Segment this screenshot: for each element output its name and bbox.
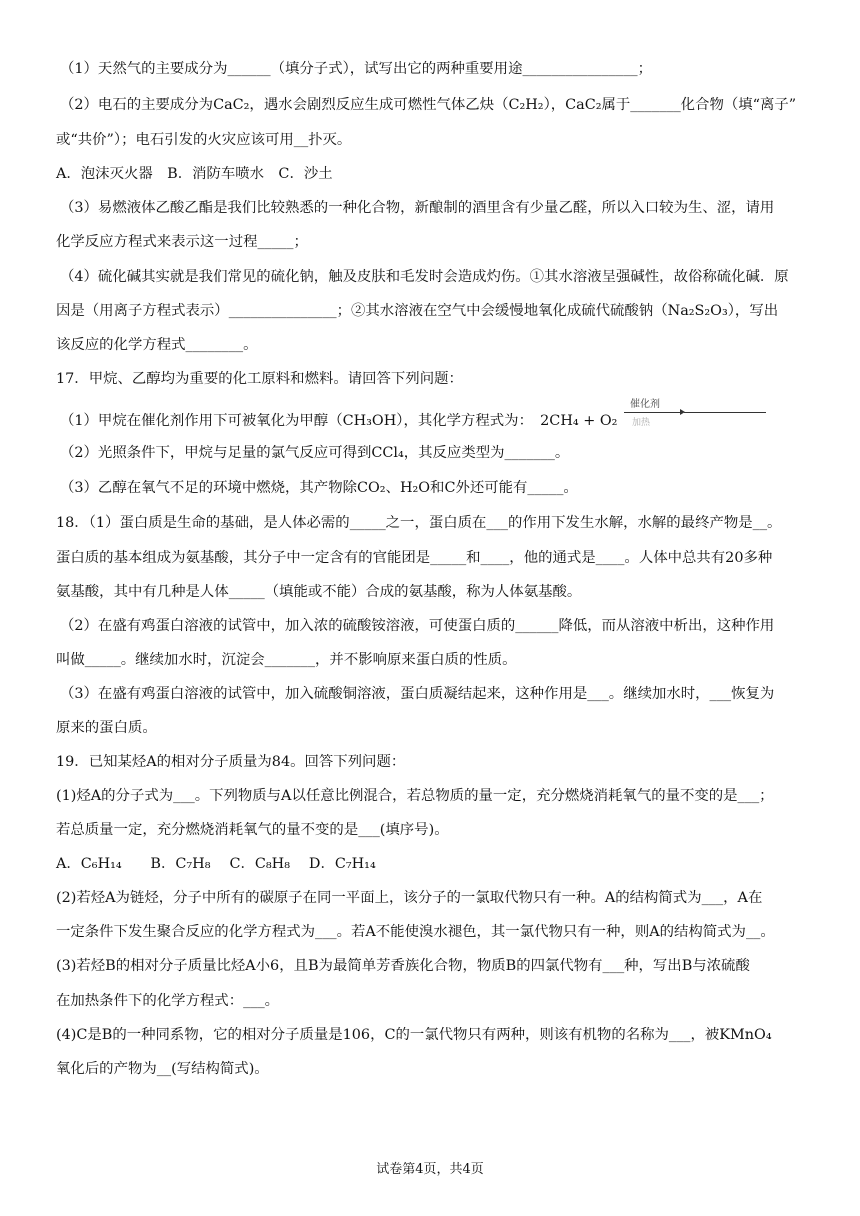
text-line: 若总质量一定，充分燃烧消耗氧气的量不变的是___(填序号)。 (56, 822, 449, 838)
text-line: 氧化后的产物为__(写结构简式)。 (56, 1061, 269, 1077)
text-line: 一定条件下发生聚合反应的化学方程式为___。若A不能使溴水褪色，其一氯代物只有一种，则A的结构简式为__。 (56, 924, 775, 940)
page-footer: 试卷第4页，共4页 (376, 1162, 484, 1177)
text-line: 蛋白质的基本组成为氨基酸，其分子中一定含有的官能团是_____和____，他的通式是____。人体中总共有20多种 (56, 550, 773, 566)
text-line: (3)若烃B的相对分子质量比烃A小6，且B为最简单芳香族化合物，物质B的四氯代物有___种，写出B与浓硫酸 (56, 958, 750, 974)
condition-label: 加热 (632, 418, 651, 428)
text-line: （4）硫化碱其实就是我们常见的硫化钠，触及皮肤和毛发时会造成灼伤。①其水溶液呈强碱性，故俗称硫化碱．原 (60, 269, 789, 285)
reaction-arrow (624, 399, 724, 428)
question-18-stem: 18．（1）蛋白质是生命的基础，是人体必需的_____之一，蛋白质在___的作用下发生水解，水解的最终产物是__。 (56, 515, 782, 531)
text-line: 或“共价”）；电石引发的火灾应该可用__扑灭。 (56, 132, 352, 148)
text-line: 因是（用离子方程式表示）_______________；②其水溶液在空气中会缓慢地氧化成硫代硫酸钠（Na₂S₂O₃），写出 (56, 303, 779, 319)
text-line: 叫做_____。继续加水时，沉淀会_______，并不影响原来蛋白质的性质。 (56, 652, 517, 668)
text-line: (4)C是B的一种同系物，它的相对分子质量是106，C的一氯代物只有两种，则该有机物的名称为___，被KMnO₄ (56, 1027, 772, 1043)
text-line: 化学反应方程式来表示这一过程_____； (56, 234, 308, 250)
text-line: （3）易燃液体乙酸乙酯是我们比较熟悉的一种化合物，新酿制的酒里含有少量乙醛，所以入口较为生、涩，请用 (60, 200, 775, 216)
answer-blank (684, 412, 766, 413)
text-line: （1）天然气的主要成分为______（填分子式），试写出它的两种重要用途________________； (60, 61, 652, 77)
text-line: （2）电石的主要成分为CaC₂，遇水会剧烈反应生成可燃性气体乙炔（C₂H₂），CaC₂属于_______化合物（填“离子” (60, 97, 797, 113)
text-line: (1)烃A的分子式为___。下列物质与A以任意比例混合，若总物质的量一定，充分燃烧消耗氧气的量不变的是___； (56, 788, 774, 804)
equation-line (60, 399, 724, 431)
text-line: 原来的蛋白质。 (56, 720, 157, 736)
text-line: 在加热条件下的化学方程式：___。 (56, 993, 280, 1009)
text-line: （3）在盛有鸡蛋白溶液的试管中，加入硫酸铜溶液，蛋白质凝结起来，这种作用是___。继续加水时，___恢复为 (60, 686, 775, 702)
text-line: A．泡沫灭火器 B．消防车喷水 C．沙土 (56, 166, 333, 182)
text-line: （1）甲烷在催化剂作用下可被氧化为甲醇（CH₃OH），其化学方程式为： 2CH₄ + O₂ (60, 413, 618, 429)
text-line: 氨基酸，其中有几种是人体_____（填能或不能）合成的氨基酸，称为人体氨基酸。 (56, 584, 582, 600)
text-line: (2)若烃A为链烃，分子中所有的碳原子在同一平面上，该分子的一氯取代物只有一种。A的结构简式为___，A在 (56, 890, 763, 906)
catalyst-label: 催化剂 (630, 399, 660, 410)
text-line: （2）在盛有鸡蛋白溶液的试管中，加入浓的硫酸铵溶液，可使蛋白质的______降低，而从溶液中析出，这种作用 (60, 618, 775, 634)
answer-options: A．C₆H₁₄ B．C₇H₈ C．C₈H₈ D．C₇H₁₄ (56, 856, 376, 872)
text-line: （2）光照条件下，甲烷与足量的氯气反应可得到CCl₄，其反应类型为_______。 (60, 445, 570, 461)
question-17-stem: 17．甲烷、乙醇均为重要的化工原料和燃料。请回答下列问题： (56, 371, 463, 387)
text-line: （3）乙醇在氧气不足的环境中燃烧，其产物除CO₂、H₂O和C外还可能有_____。 (60, 480, 578, 496)
question-19-stem: 19．已知某烃A的相对分子质量为84。回答下列问题： (56, 754, 406, 770)
text-line: 该反应的化学方程式________。 (56, 337, 258, 353)
